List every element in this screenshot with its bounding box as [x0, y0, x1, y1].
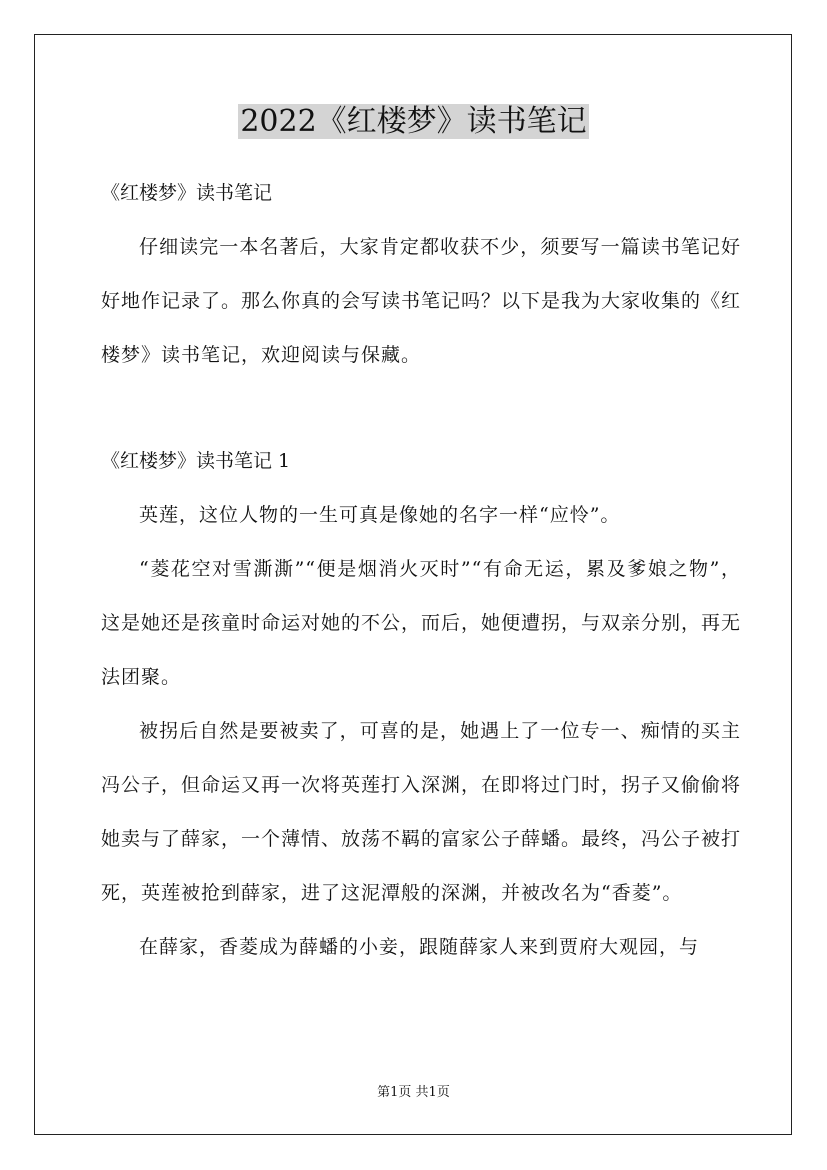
body-paragraph: “菱花空对雪澌澌”“便是烟消火灭时”“有命无运，累及爹娘之物”，这是她还是孩童时命运对她的不公，而后，她便遭拐，与双亲分别，再无法团聚。: [101, 558, 742, 688]
document-body: [101, 166, 741, 974]
body-paragraph: 被拐后自然是要被卖了，可喜的是，她遇上了一位专一、痴情的买主冯公子，但命运又再一次将英莲打入深渊，在即将过门时，拐子又偷偷将她卖与了薛家，一个薄情、放荡不羁的富家公子薛蟠。最终，冯公子被打死，英莲被抢到薛家，进了这泥潭般的深渊，并被改名为“香菱”。: [101, 720, 742, 904]
intro-heading: 《红楼梦》读书笔记: [101, 182, 273, 204]
section-heading: 《红楼梦》读书笔记 1: [101, 450, 291, 472]
page-number: 第1页 共1页: [377, 1085, 450, 1100]
intro-paragraph: 仔细读完一本名著后，大家肯定都收获不少，须要写一篇读书笔记好好地作记录了。那么你真的会写读书笔记吗？以下是我为大家收集的《红楼梦》读书笔记，欢迎阅读与保藏。: [101, 236, 742, 366]
page-footer: [0, 1084, 827, 1102]
body-paragraph: 在薛家，香菱成为薛蟠的小妾，跟随薛家人来到贾府大观园，与: [139, 936, 700, 958]
document-title-text: 2022《红楼梦》读书笔记: [240, 104, 587, 139]
body-paragraph: 英莲，这位人物的一生可真是像她的名字一样“应怜”。: [139, 504, 621, 526]
document-title: [0, 100, 827, 144]
